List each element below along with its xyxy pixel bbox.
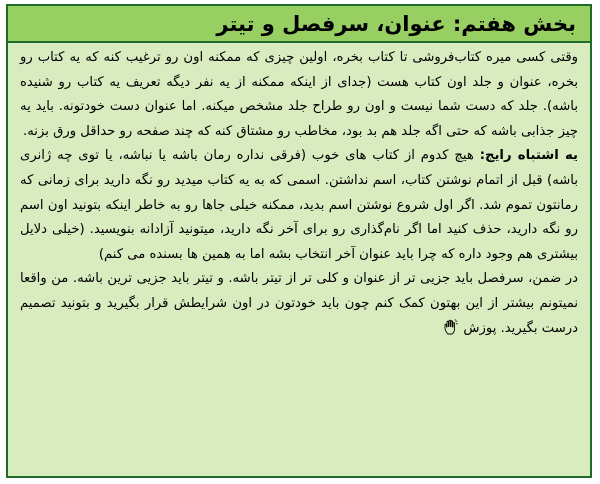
section-title: بخش هفتم: عنوان، سرفصل و تیتر [216,11,576,36]
headings-text: در ضمن، سرفصل باید جزیی تر از عنوان و کلی تر از تیتر باشه. و تیتر باید جزیی ترین باشه. من واقعا نمیتونم بیشتر از این بهتون کمک کنم چون باید خودتون در اون شرایطش قرار بگیرید و بتونید تصمیم درست بگیرید. پوزش [20,271,578,336]
common-mistake-text: هیچ کدوم از کتاب های خوب (فرقی نداره رمان باشه یا نباشه، یا توی چه ژانری باشه) قبل از اتمام نوشتن کتاب، اسم نداشتن. اسمی که به یه کتاب میدید رو نگه دارید برای زمانی که رمانتون تموم شد. اگر اول شروع نوشتن اسم بدید، ممکنه خیلی جاها رو به خاطر اینکه بتونید اون اسم رو نگه دارید، حذف کنید اما اگر نام‌گذاری رو برای آخر نگه دارید، میتونید آزادانه بنویسید. (خیلی دلایل بیشتری هم وجود داره که چرا باید عنوان آخر انتخاب بشه اما به همین ها بسنده می کنم) [20,148,578,262]
section-box [6,4,592,478]
raised-hand-icon [443,319,459,335]
paragraph-intro: وقتی کسی میره کتاب‌فروشی تا کتاب بخره، اولین چیزی که ممکنه اون رو ترغیب کنه که یه کتاب رو بخره، عنوان و جلد اون کتاب هست (جدای از اینکه ممکنه از یه نفر دیگه تعریف یه کتاب رو شنیده باشه). جلد که دست شما نیست و اون رو طراح جلد مشخص میکنه. اما عنوان دست خودتونه. باید یه چیز جذابی باشه که حتی اگه جلد هم بد بود، مخاطب رو مشتاق کنه که چند صفحه رو حداقل ورق بزنه. [20,50,578,139]
paragraph-headings [20,267,578,341]
paragraph-common-mistake [20,144,578,267]
common-mistake-label: یه اشتباه رایج: [479,148,579,164]
section-header [8,6,590,43]
section-content [8,43,590,341]
